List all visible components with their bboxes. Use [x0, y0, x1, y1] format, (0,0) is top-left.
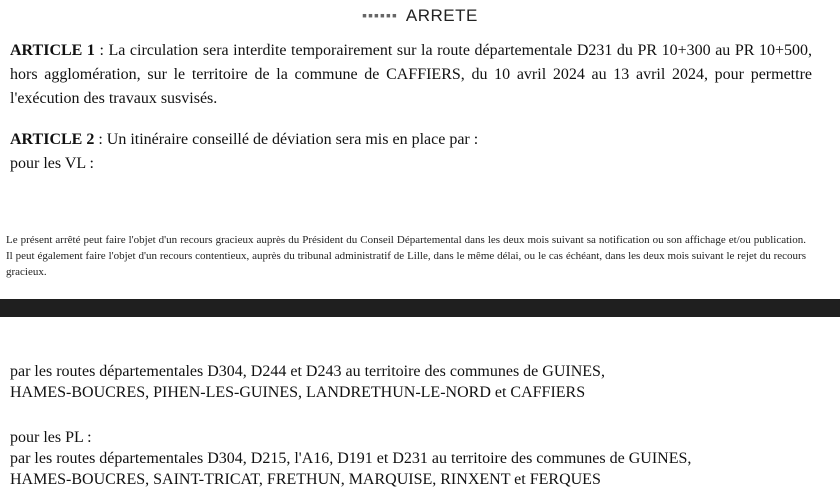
pl-route-line-1: par les routes départementales D304, D215, l'A16, D191 et D231 au territoire des communes de GUINES,: [10, 450, 692, 467]
page-divider: [0, 299, 840, 317]
article-2-vl-line: pour les VL :: [10, 155, 94, 172]
pl-route-paragraph: [10, 427, 810, 490]
document-title: ARRETE: [405, 6, 478, 25]
vl-route-line-2: HAMES-BOUCRES, PIHEN-LES-GUINES, LANDRETHUN-LE-NORD et CAFFIERS: [10, 384, 586, 401]
vl-route-paragraph: [10, 361, 810, 403]
article-2-label: ARTICLE 2: [10, 131, 95, 148]
document-page-bottom: [0, 317, 840, 497]
pl-label: pour les PL :: [10, 429, 92, 446]
article-1-text: : La circulation sera interdite temporairement sur la route départementale D231 du PR 10+300 au PR 10+500, hors agglomération, sur le territoire de la commune de CAFFIERS, du 10 avril 2024 au 13 avril 2024, pour permettre l'exécution des travaux susvisés.: [10, 42, 812, 107]
article-2-text: : Un itinéraire conseillé de déviation sera mis en place par :: [94, 131, 479, 148]
article-2: [10, 128, 812, 176]
document-header: [0, 5, 840, 27]
article-1-label: ARTICLE 1: [10, 42, 95, 59]
vl-route-line-1: par les routes départementales D304, D244 et D243 au territoire des communes de GUINES,: [10, 363, 605, 380]
redacted-marker: ▪▪▪▪▪▪: [362, 7, 398, 23]
pl-route-line-2: HAMES-BOUCRES, SAINT-TRICAT, FRETHUN, MARQUISE, RINXENT et FERQUES: [10, 471, 601, 488]
legal-notice: Le présent arrêté peut faire l'objet d'un recours gracieux auprès du Président du Conseil Départemental dans les deux mois suivant sa notification ou son affichage et/ou publication. Il peut également faire l'objet d'un recours contentieux, auprès du tribunal administratif de Lille, dans le même délai, ou le cas échéant, dans les deux mois suivant le rejet du recours gracieux.: [6, 234, 806, 278]
article-1: [10, 39, 812, 111]
